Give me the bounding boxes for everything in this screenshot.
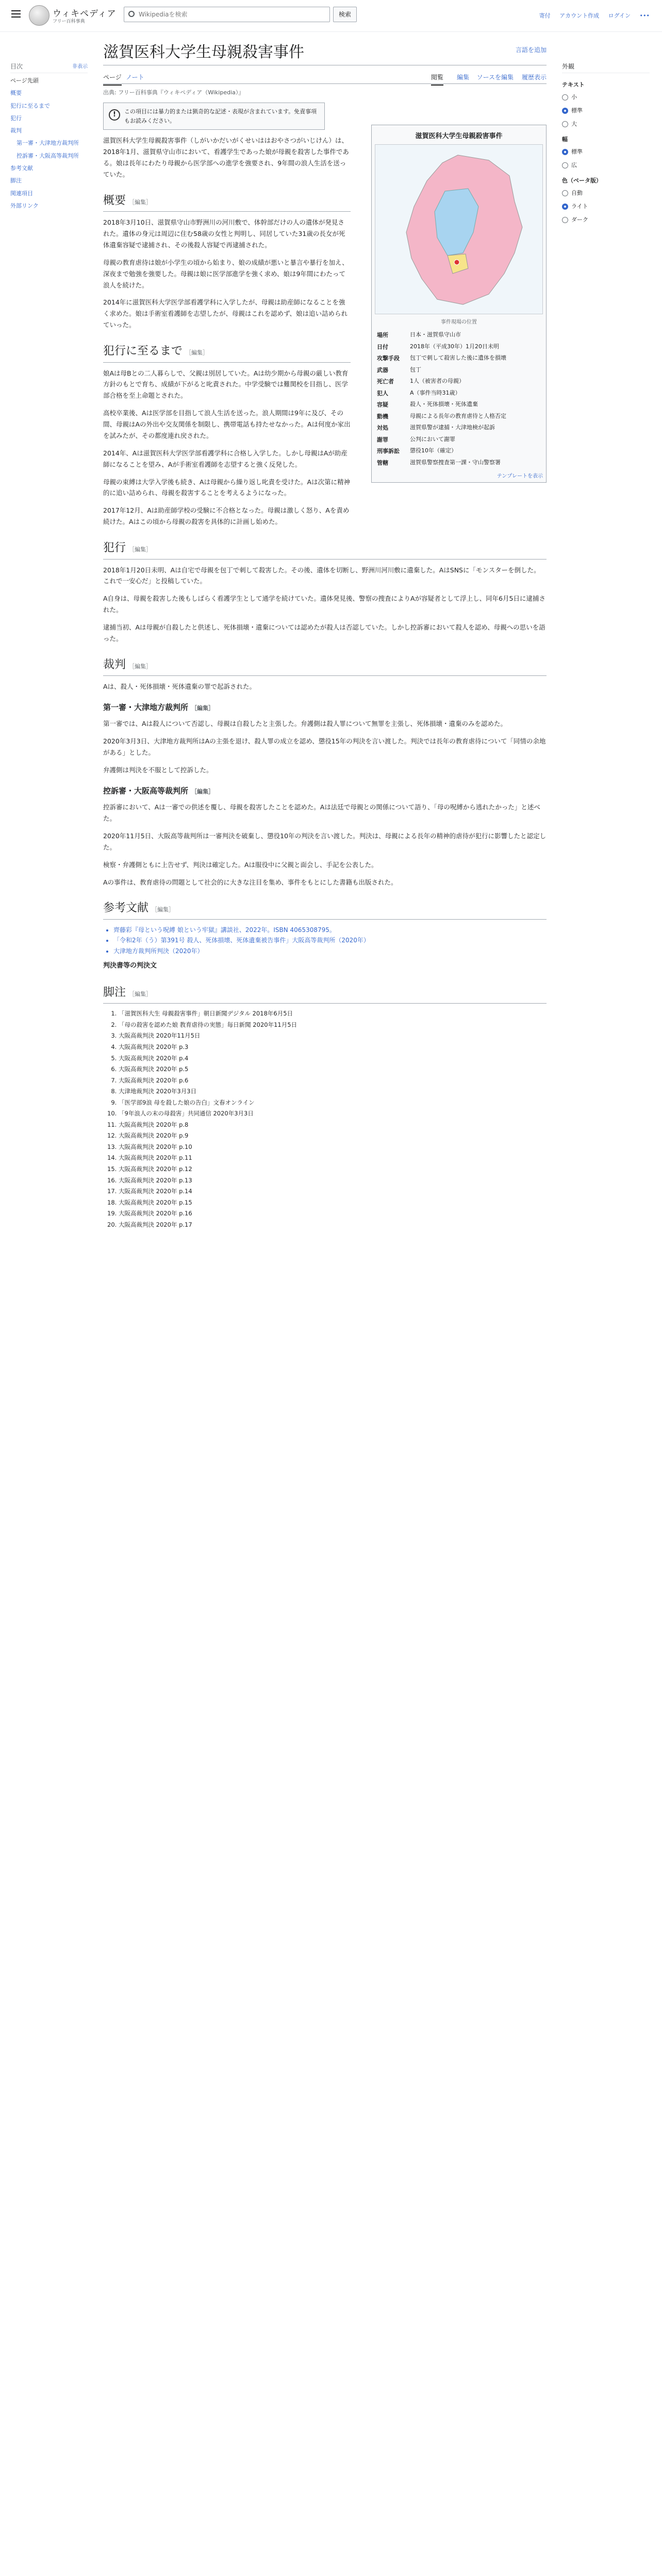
trial-intro: Aは、殺人・死体損壊・死体遺棄の罪で起訴された。 (103, 683, 256, 691)
more-menu-icon[interactable]: ••• (639, 12, 650, 19)
paragraph: 検察・弁護側ともに上告せず、判決は確定した。Aは服役中に父親と面会し、手記を公表した。 (103, 860, 378, 869)
footnote-item: 2. 「母の殺害を認めた娘 教育虐待の実態」毎日新聞 2020年11月5日 (119, 1020, 547, 1030)
paragraph: A自身は、母親を殺害した後もしばらく看護学生として通学を続けていた。遺体発見後、警察の捜査によりAが容疑者として浮上し、同年6月5日に逮捕された。 (103, 595, 546, 614)
section-heading-notes: 脚注 ［編集］ (103, 982, 547, 1004)
infobox-key: 犯人 (377, 389, 388, 397)
footnote-item: 10. 「9年浪人の末の母殺害」共同通信 2020年3月3日 (119, 1109, 547, 1119)
reference-item[interactable]: • 「令和2年（う）第391号 殺人、死体損壊、死体遺棄被告事件」大阪高等裁判所（2020年） (113, 935, 547, 945)
infobox-row (375, 411, 543, 422)
section-heading-before: 犯行に至るまで ［編集］ (103, 341, 351, 363)
content-warning-notice (103, 103, 325, 130)
toc-item[interactable]: 関連項目 (10, 190, 33, 197)
shiga-map (375, 145, 543, 314)
paragraph: 2014年に滋賀医科大学医学部看護学科に入学したが、母親は助産師になることを強く求めた。娘は手術室看護師を志望したが、母親はこれを認めず、娘は追い詰められていった。 (103, 298, 348, 329)
paragraph: 弁護側は判決を不服として控訴した。 (103, 766, 213, 774)
infobox-row (375, 364, 543, 376)
main-content (103, 32, 547, 1231)
search-icon (128, 11, 135, 17)
tab-page[interactable]: ページ (103, 73, 122, 86)
infobox-row (375, 341, 543, 353)
infobox-row (375, 434, 543, 446)
wordmark[interactable]: ウィキペディア (53, 9, 117, 19)
user-links (532, 11, 650, 20)
paragraph: 母親の教育虐待は娘が小学生の頃から始まり、娘の成績が悪いと暴言や暴行を加え、深夜まで勉強を強要した。母親は娘に医学部進学を強く求め、娘は9年間にわたって浪人を続けた。 (103, 258, 349, 289)
radio-option[interactable] (562, 189, 650, 197)
toc-title: 目次 非表示 (10, 62, 88, 73)
toc-item[interactable]: 外部リンク (10, 202, 39, 209)
radio-label: 標準 (571, 107, 583, 114)
section-heading-references: 参考文献 ［編集］ (103, 898, 547, 920)
radio-label: ライト (571, 203, 588, 210)
footnote-item: 1. 「滋賀医科大生 母親殺害事件」朝日新聞デジタル 2018年6月5日 (119, 1009, 547, 1019)
footnote-item: 11. 大阪高裁判決 2020年 p.8 (119, 1120, 547, 1130)
radio-option[interactable] (562, 120, 650, 128)
toc-item[interactable]: ページ先頭 (10, 77, 39, 84)
paragraph: 2017年12月、Aは助産師学校の受験に不合格となった。母親は激しく怒り、Aを責め続けた。Aはこの頃から母親の殺害を具体的に計画し始めた。 (103, 506, 350, 526)
toc-sidebar (10, 62, 88, 215)
infobox-key: 攻撃手段 (377, 355, 400, 362)
infobox-key: 管轄 (377, 459, 388, 466)
paragraph: 2014年、Aは滋賀医科大学医学部看護学科に合格し入学した。しかし母親はAが助産師になることを望み、Aが手術室看護師を志望すると強く反発した。 (103, 449, 347, 468)
add-language-button[interactable]: 言語を追加 (515, 46, 547, 54)
radio-button[interactable] (562, 108, 568, 114)
article-body-lower (103, 538, 547, 1230)
search-button[interactable]: 検索 (333, 7, 357, 22)
reference-item[interactable]: • 大津地方裁判所判決（2020年） (113, 946, 547, 956)
radio-label: 標準 (571, 148, 583, 155)
infobox-key: 対処 (377, 425, 388, 431)
footnote-item: 7. 大阪高裁判決 2020年 p.6 (119, 1076, 547, 1086)
infobox-value: 滋賀県警察捜査第一課・守山警察署 (410, 459, 501, 466)
color-heading: 色（ベータ版） (562, 177, 602, 184)
infobox-key: 容疑 (377, 401, 388, 408)
page-tabs (103, 69, 547, 84)
edit-section-link[interactable]: ［編集］ (129, 663, 152, 670)
infobox-value: 包丁 (410, 366, 421, 373)
radio-label: 広 (571, 162, 577, 168)
infobox-value: 2018年（平成30年）1月20日未明 (410, 343, 499, 350)
infobox (371, 125, 547, 483)
references-list (113, 925, 547, 956)
radio-label: 小 (571, 94, 577, 100)
site-header (0, 0, 662, 32)
toc-item[interactable]: 犯行に至るまで (10, 102, 50, 109)
paragraph: 2018年3月10日、滋賀県守山市野洲川の河川敷で、体幹部だけの人の遺体が発見された。遺体の身元は周辺に住む58歳の女性と判明し、同居していた31歳の長女が死体遺棄容疑で逮捕され、その後殺人容疑で再逮捕された。 (103, 218, 345, 249)
section-heading-crime: 犯行 ［編集］ (103, 538, 547, 560)
paragraph: 控訴審において、Aは一審での供述を覆し、母親を殺害したことを認めた。Aは法廷で母親との関係について語り、「母の呪縛から逃れたかった」と述べた。 (103, 803, 540, 823)
infobox-row (375, 329, 543, 341)
infobox-key: 武器 (377, 366, 388, 374)
radio-button[interactable] (562, 190, 568, 196)
radio-option[interactable] (562, 161, 650, 169)
create-account-link[interactable]: アカウント作成 (559, 12, 600, 19)
infobox-row (375, 422, 543, 434)
footnote-item: 12. 大阪高裁判決 2020年 p.9 (119, 1131, 547, 1141)
infobox-value: 母親による長年の教育虐待と人格否定 (410, 412, 506, 419)
section-heading-trial: 裁判 ［編集］ (103, 655, 547, 676)
infobox-row (375, 387, 543, 399)
radio-button[interactable] (562, 204, 568, 210)
radio-option[interactable] (562, 106, 650, 114)
width-heading: 幅 (562, 136, 568, 143)
event-location-marker (454, 260, 459, 265)
paragraph: 逮捕当初、Aは母親が自殺したと供述し、死体損壊・遺棄については認めたが殺人は否認していた。しかし控訴審において殺人を認め、母親への思いを語った。 (103, 623, 545, 642)
radio-label: ダーク (571, 216, 588, 223)
radio-option[interactable] (562, 202, 650, 210)
edit-section-link[interactable]: ［編集］ (129, 546, 152, 553)
template-link[interactable]: テンプレートを表示 (496, 473, 543, 479)
infobox-key: 動機 (377, 413, 388, 420)
footnote-item: 17. 大阪高裁判決 2020年 p.14 (119, 1187, 547, 1197)
toc-item[interactable]: 裁判 (10, 127, 22, 134)
paragraph: 2020年11月5日、大阪高等裁判所は一審判決を破棄し、懲役10年の判決を言い渡した。判決は、母親による長年の精神的虐待が犯行に影響したと認定した。 (103, 832, 547, 851)
subsection-heading-first-trial: 第一審・大津地方裁判所 ［編集］ (103, 703, 214, 713)
radio-button[interactable] (562, 162, 568, 168)
login-link[interactable]: ログイン (608, 12, 631, 19)
subsection-heading-appeal: 控訴審・大阪高等裁判所 ［編集］ (103, 786, 214, 795)
footnotes-list (119, 1009, 547, 1230)
infobox-row (375, 376, 543, 387)
map-caption: 事件現場の位置 (441, 319, 477, 325)
tab-edit[interactable]: 編集 (456, 74, 469, 81)
edit-section-link[interactable]: ［編集］ (191, 705, 214, 712)
location-map[interactable] (375, 144, 543, 314)
lead-paragraph: 滋賀医科大学生母親殺害事件（しがいかだいがくせいははおやさつがいじけん）は、2018年1月、滋賀県守山市において、看護学生であった娘が母親を殺害した事件である。娘は長年にわたり母親から医学部への進学を強要され、9年間の浪人生活を送っていた。 (103, 137, 349, 178)
radio-button[interactable] (562, 149, 568, 155)
infobox-value: 公判において謝罪 (410, 435, 455, 443)
paragraph: 2018年1月20日未明、Aは自宅で母親を包丁で刺して殺害した。その後、遺体を切断し、野洲川河川敷に遺棄した。AはSNSに「モンスターを倒した。これで一安心だ」と投稿していた。 (103, 566, 540, 585)
infobox-row (375, 457, 543, 469)
paragraph: 2020年3月3日、大津地方裁判所はAの主張を退け、殺人罪の成立を認め、懲役15年の判決を言い渡した。判決では長年の教育虐待について「同情の余地がある」とした。 (103, 737, 546, 757)
toc-item[interactable]: 控訴審・大阪高等裁判所 (16, 152, 79, 159)
tab-talk[interactable]: ノート (126, 74, 144, 81)
tagline: フリー百科事典 (53, 19, 85, 24)
tab-history[interactable]: 履歴表示 (521, 74, 547, 81)
reference-item[interactable]: • 齊藤彩『母という呪縛 娘という牢獄』講談社、2022年。ISBN 4065308795。 (113, 925, 547, 935)
menu-icon[interactable] (11, 10, 21, 18)
infobox-key: 死亡者 (377, 378, 394, 385)
radio-button[interactable] (562, 217, 568, 223)
footnote-item: 19. 大阪高裁判決 2020年 p.16 (119, 1209, 547, 1219)
infobox-value: 包丁で刺して殺害した後に遺体を損壊 (410, 354, 506, 361)
radio-option[interactable] (562, 215, 650, 224)
paragraph: 母親の束縛は大学入学後も続き、Aは母親から繰り返し叱責を受けた。Aは次第に精神的に追い詰められ、母親を殺害することを考えるようになった。 (103, 478, 351, 497)
infobox-key: 日付 (377, 343, 388, 350)
footnote-item: 13. 大阪高裁判決 2020年 p.10 (119, 1142, 547, 1153)
tab-read[interactable]: 閲覧 (431, 73, 443, 86)
article-body-upper (103, 135, 351, 528)
text-size-heading: テキスト (562, 81, 585, 88)
footnote-item: 20. 大阪高裁判決 2020年 p.17 (119, 1220, 547, 1230)
infobox-key: 刑事訴訟 (377, 448, 400, 454)
infobox-value: 日本・滋賀県守山市 (410, 331, 461, 338)
toc-item[interactable]: 概要 (10, 90, 22, 97)
toc-item[interactable]: 脚注 (10, 177, 22, 184)
from-line: 出典: フリー百科事典『ウィキペディア（Wikipedia）』 (103, 89, 244, 96)
radio-button[interactable] (562, 94, 568, 100)
warning-icon: ! (109, 109, 120, 121)
search-box[interactable] (124, 7, 330, 22)
donate-link[interactable]: 寄付 (539, 12, 551, 19)
infobox-row (375, 445, 543, 457)
paragraph: 高校卒業後、Aは医学部を目指して浪人生活を送った。浪人期間は9年に及び、その間、母親はAの外出や交友関係を制限し、携帯電話も持たせなかった。Aは何度か家出を試みたが、その都度連れ戻された。 (103, 409, 351, 439)
footnote-item: 3. 大阪高裁判決 2020年11月5日 (119, 1031, 547, 1041)
wikipedia-logo[interactable] (29, 5, 49, 26)
paragraph: Aの事件は、教育虐待の問題として社会的に大きな注目を集め、事件をもとにした書籍も出版された。 (103, 878, 398, 886)
appearance-title: 外観 (562, 62, 650, 73)
infobox-value: A（事件当時31歳） (410, 389, 461, 396)
footnote-item: 15. 大阪高裁判決 2020年 p.12 (119, 1164, 547, 1175)
infobox-value: 殺人・死体損壊・死体遺棄 (410, 401, 478, 408)
footnote-item: 18. 大阪高裁判決 2020年 p.15 (119, 1198, 547, 1208)
appearance-panel (562, 62, 650, 229)
page-title: 滋賀医科大学生母親殺害事件 言語を追加 (103, 39, 547, 65)
infobox-value: 滋賀県警が逮捕・大津地検が起訴 (410, 424, 495, 431)
toc-item[interactable]: 第一審・大津地方裁判所 (16, 140, 79, 147)
infobox-value: 1人（被害者の母親） (410, 378, 465, 384)
footnote-item: 5. 大阪高裁判決 2020年 p.4 (119, 1054, 547, 1064)
paragraph: 娘Aは母Bとの二人暮らしで、父親は別居していた。Aは幼少期から母親の厳しい教育方針のもとで育ち、成績が下がると叱責された。中学受験では難関校を目指し、医学部合格を至上命題とされた。 (103, 369, 349, 400)
references-subheading: 判決書等の判決文 (103, 962, 157, 970)
edit-section-link[interactable]: ［編集］ (129, 198, 152, 206)
edit-section-link[interactable]: ［編集］ (152, 906, 175, 913)
section-heading-overview: 概要 ［編集］ (103, 191, 351, 212)
tab-edit-source[interactable]: ソースを編集 (476, 74, 514, 81)
notice-text: この項目には暴力的または猟奇的な記述・表現が含まれています。免責事項もお読みください。 (124, 108, 317, 124)
edit-section-link[interactable]: ［編集］ (186, 349, 209, 357)
radio-button[interactable] (562, 121, 568, 127)
footnote-item: 6. 大阪高裁判決 2020年 p.5 (119, 1064, 547, 1075)
radio-option[interactable] (562, 93, 650, 101)
radio-option[interactable] (562, 147, 650, 156)
footnote-item: 14. 大阪高裁判決 2020年 p.11 (119, 1153, 547, 1163)
footnote-item: 8. 大津地裁判決 2020年3月3日 (119, 1087, 547, 1097)
infobox-value: 懲役10年（確定） (410, 447, 457, 454)
infobox-key: 場所 (377, 332, 388, 338)
edit-section-link[interactable]: ［編集］ (129, 990, 152, 997)
toc-item[interactable]: 参考文献 (10, 165, 33, 172)
infobox-table (375, 329, 543, 468)
footnote-item: 9. 「医学部9浪 母を殺した娘の告白」文春オンライン (119, 1098, 547, 1108)
footnote-item: 16. 大阪高裁判決 2020年 p.13 (119, 1176, 547, 1186)
radio-label: 自動 (571, 190, 583, 196)
infobox-row (375, 399, 543, 411)
infobox-row (375, 352, 543, 364)
paragraph: 第一審では、Aは殺人について否認し、母親は自殺したと主張した。弁護側は殺人罪について無罪を主張し、死体損壊・遺棄のみを認めた。 (103, 720, 507, 728)
toc-hide-button[interactable]: 非表示 (72, 64, 88, 70)
footnote-item: 4. 大阪高裁判決 2020年 p.3 (119, 1042, 547, 1053)
infobox-key: 謝罪 (377, 436, 388, 443)
toc-item[interactable]: 犯行 (10, 114, 22, 122)
edit-section-link[interactable]: ［編集］ (191, 788, 214, 795)
infobox-title: 滋賀医科大学生母親殺害事件 (415, 132, 503, 140)
radio-label: 大 (571, 121, 577, 127)
search-input[interactable] (139, 10, 324, 19)
